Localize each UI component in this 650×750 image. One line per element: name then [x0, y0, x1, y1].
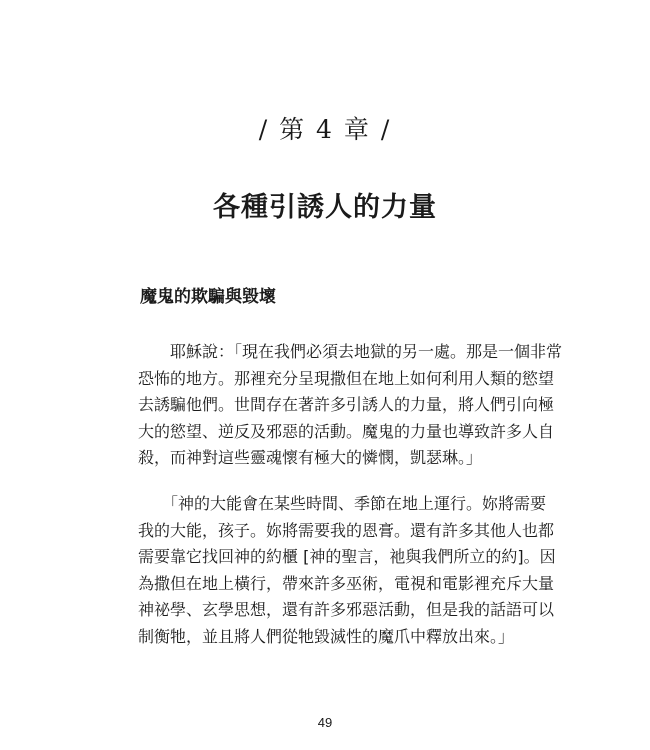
chapter-title: 各種引誘人的力量 [213, 192, 437, 223]
paragraph-line: 去誘騙他們。世間存在著許多引誘人的力量，將人們引向極 [138, 395, 555, 414]
paragraph-line: 耶穌說：「現在我們必須去地獄的另一處。那是一個非常 [138, 342, 563, 361]
paragraph-line: 需要靠它找回神的約櫃 [神的聖言，祂與我們所立的約]。因 [138, 547, 556, 566]
paragraph-line: 制衡牠，並且將人們從牠毀滅性的魔爪中釋放出來。」 [138, 626, 515, 646]
paragraph-line: 大的慾望、逆反及邪惡的活動。魔鬼的力量也導致許多人自 [138, 421, 555, 441]
paragraph-2 [138, 491, 556, 650]
paragraph-line: 為撒但在地上橫行，帶來許多巫術，電視和電影裡充斥大量 [138, 573, 555, 593]
paragraph-line: 我的大能，孩子。妳將需要我的恩膏。還有許多其他人也都 [138, 520, 555, 540]
paragraph-line: 「神的大能會在某些時間、季節在地上運行。妳將需要 [138, 494, 547, 513]
page-number: 49 [317, 715, 333, 730]
paragraph-line: 恐怖的地方。那裡充分呈現撒但在地上如何利用人類的慾望 [138, 368, 555, 388]
chapter-heading: / 第 4 章 / [258, 115, 392, 144]
paragraph-line: 殺，而神對這些靈魂懷有極大的憐憫，凱瑟琳。」 [138, 448, 483, 467]
paragraph-1 [138, 339, 563, 472]
section-title: 魔鬼的欺騙與毀壞 [140, 287, 276, 307]
paragraph-line: 神祕學、玄學思想，還有許多邪惡活動，但是我的話語可以 [138, 600, 555, 619]
